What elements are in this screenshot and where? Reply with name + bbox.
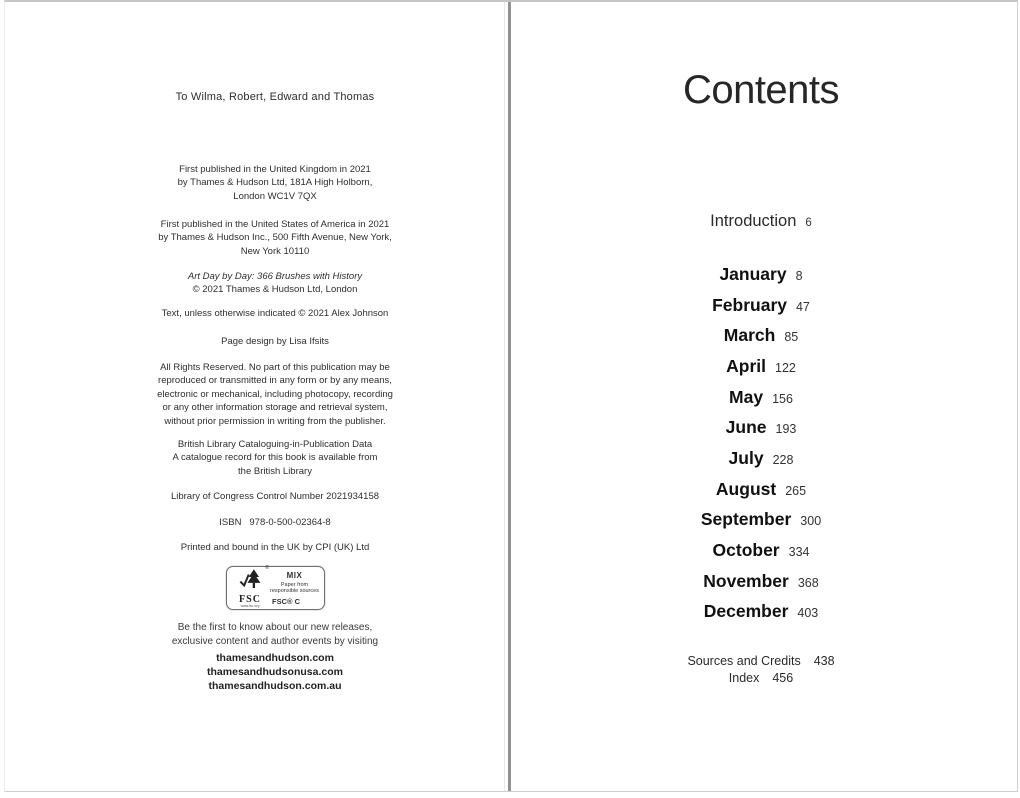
toc-page-number: 403 xyxy=(797,606,819,621)
uk-edition-line: London WC1V 7QX xyxy=(233,190,317,202)
toc-label: Sources and Credits xyxy=(687,654,801,668)
toc-label: April xyxy=(726,355,766,376)
toc-label: October xyxy=(712,539,780,560)
toc-page-number: 228 xyxy=(772,452,794,467)
toc-entry-august xyxy=(561,475,961,506)
book-title: Art Day by Day: 366 Brushes with History xyxy=(187,271,363,282)
toc-label: March xyxy=(723,325,776,346)
rights-line: electronic or mechanical, including photocopy, recording xyxy=(157,388,393,400)
publisher-websites xyxy=(30,651,520,693)
toc-label: July xyxy=(728,447,764,468)
toc-entry-sources-credits xyxy=(561,653,961,670)
rights-line: All Rights Reserved. No part of this publication may be xyxy=(160,362,390,373)
toc-entry-april xyxy=(561,352,961,383)
text-copyright: Text, unless otherwise indicated © 2021 Alex Johnson xyxy=(161,308,389,319)
newsletter-line: exclusive content and author events by visiting xyxy=(171,636,379,648)
fsc-license-code: FSC® C xyxy=(272,596,301,606)
title-copyright-block xyxy=(30,270,520,297)
toc-page-number: 122 xyxy=(775,360,796,375)
contents-heading: Contents xyxy=(682,68,840,112)
cip-line: the British Library xyxy=(238,465,312,477)
rights-block xyxy=(30,361,520,428)
cip-line: British Library Cataloguing-in-Publication Data xyxy=(177,439,373,450)
uk-edition-line: by Thames & Hudson Ltd, 181A High Holborn, xyxy=(177,177,373,189)
toc-label: November xyxy=(703,570,789,591)
website-url: thamesandhudson.com xyxy=(216,652,334,664)
fsc-description xyxy=(269,582,320,595)
newsletter-line: Be the first to know about our new releases, xyxy=(177,622,373,633)
toc-label: June xyxy=(725,417,767,438)
contents-page xyxy=(511,0,1016,798)
toc-entry-june xyxy=(561,413,961,444)
toc-entry-november xyxy=(561,567,961,598)
toc-page-number: 438 xyxy=(813,654,835,668)
toc-page-number: 8 xyxy=(795,269,803,283)
toc-page-number: 265 xyxy=(785,483,807,498)
rights-line: or any other information storage and retrieval system, xyxy=(162,402,388,414)
fsc-desc-line: responsible sources xyxy=(270,588,319,594)
us-edition-line: First published in the United States of America in 2021 xyxy=(160,219,390,230)
dedication: To Wilma, Robert, Edward and Thomas xyxy=(175,91,375,103)
toc-label: September xyxy=(700,509,792,530)
imprint-page xyxy=(5,0,508,798)
toc-page-number: 368 xyxy=(797,575,819,590)
toc-entry-march xyxy=(561,321,961,352)
cip-line: A catalogue record for this book is available from xyxy=(172,452,378,464)
toc-page-number: 156 xyxy=(772,391,793,406)
rights-line: reproduced or transmitted in any form or by any means, xyxy=(158,375,392,387)
toc-page-number: 456 xyxy=(772,670,794,685)
toc-page-number: 47 xyxy=(795,299,810,314)
registered-mark: ® xyxy=(265,564,269,571)
toc-month-list xyxy=(561,260,961,628)
copyright-line: © 2021 Thames & Hudson Ltd, London xyxy=(192,284,358,296)
toc-entry-may xyxy=(561,383,961,414)
printer-line: Printed and bound in the UK by CPI (UK) Ltd xyxy=(180,542,370,553)
fsc-logo-block xyxy=(233,564,269,609)
toc-label: December xyxy=(703,601,789,622)
design-credit: Page design by Lisa Ifsits xyxy=(221,336,329,347)
newsletter-block xyxy=(30,621,520,650)
toc-label: August xyxy=(715,478,777,499)
toc-entry-index xyxy=(561,670,961,687)
fsc-label xyxy=(226,566,325,610)
uk-edition-block xyxy=(30,163,520,203)
us-edition-block xyxy=(30,218,520,258)
toc-label: January xyxy=(719,264,787,284)
isbn: ISBN 978-0-500-02364-8 xyxy=(219,517,331,528)
toc-label: February xyxy=(712,294,787,315)
toc-label: Introduction xyxy=(710,212,797,230)
toc-page-number: 6 xyxy=(805,217,812,229)
toc-entry-introduction xyxy=(561,209,961,235)
toc-label: Index xyxy=(728,670,760,685)
cip-block xyxy=(30,438,520,478)
fsc-url: www.fsc.org xyxy=(240,603,260,608)
fsc-tree-icon xyxy=(238,568,262,590)
fsc-desc-line: Paper from xyxy=(280,581,309,588)
toc-back-matter xyxy=(561,653,961,687)
toc-label: May xyxy=(729,386,764,407)
website-url: thamesandhudson.com.au xyxy=(208,680,342,692)
us-edition-line: by Thames & Hudson Inc., 500 Fifth Avenue, New York, xyxy=(158,232,392,244)
fsc-wordmark: FSC xyxy=(239,593,261,605)
fsc-text-block xyxy=(267,571,320,606)
uk-edition-line: First published in the United Kingdom in 2021 xyxy=(179,164,371,175)
rights-line: without prior permission in writing from the publisher. xyxy=(164,415,386,427)
loc-number: Library of Congress Control Number 2021934158 xyxy=(170,491,380,502)
toc-entry-december xyxy=(561,597,961,628)
toc-entry-october xyxy=(561,536,961,567)
fsc-grade: MIX xyxy=(286,570,303,580)
toc-page-number: 193 xyxy=(775,422,797,437)
website-url: thamesandhudsonusa.com xyxy=(207,666,343,678)
toc-page-number: 334 xyxy=(788,544,810,559)
toc-entry-january xyxy=(561,260,961,291)
toc-page-number: 300 xyxy=(800,514,822,529)
us-edition-line: New York 10110 xyxy=(240,245,310,257)
toc-entry-february xyxy=(561,291,961,322)
toc-page-number: 85 xyxy=(784,330,799,345)
toc-entry-july xyxy=(561,444,961,475)
toc-entry-september xyxy=(561,505,961,536)
